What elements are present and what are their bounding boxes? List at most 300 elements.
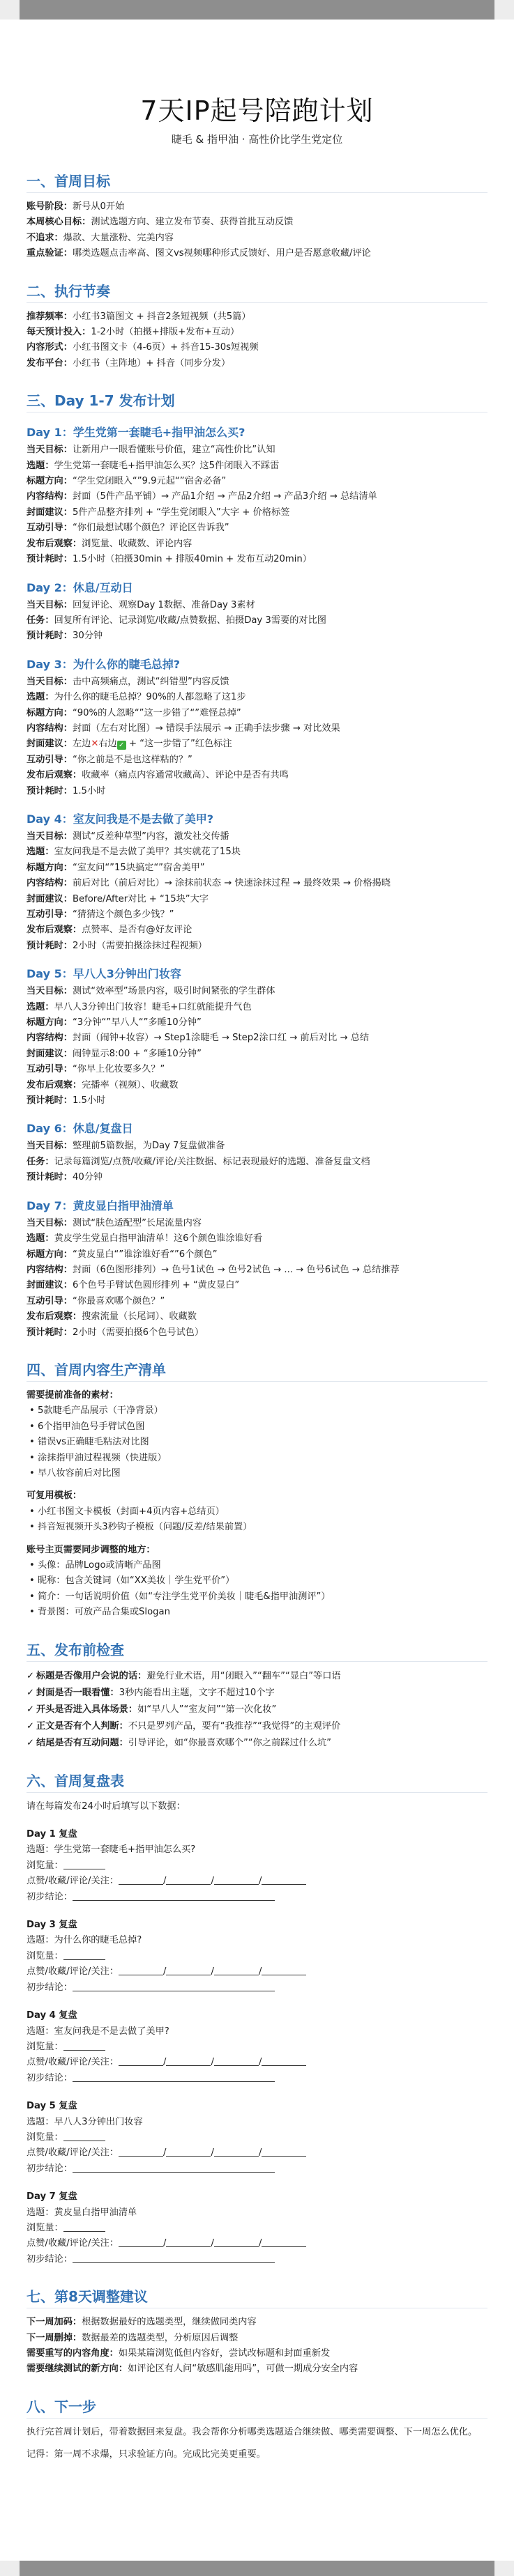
review-day: [27, 2189, 487, 2205]
row-label: 互动引导：: [27, 523, 73, 534]
info-row: [27, 520, 487, 536]
row-text: 小红书（主阵地）+ 抖音（同步分发）: [72, 357, 231, 369]
stats-blank: [214, 2056, 259, 2066]
check-icon: ✓: [27, 1687, 35, 1698]
info-row: [27, 768, 487, 783]
row-text: 30分钟: [72, 631, 103, 642]
reason-label: 初步结论：: [27, 1891, 73, 1902]
list-item: • 5款睫毛产品展示（干净背景）: [29, 1403, 487, 1419]
info-row: [27, 489, 487, 504]
row-label: 标题是否像用户会说的话：: [36, 1670, 147, 1681]
reason-row: [27, 2071, 487, 2086]
group-title: [27, 1488, 487, 1504]
row-text: 1.5小时（拍摄30min + 排版40min + 发布互动20min）: [72, 554, 312, 565]
list-item: • 错误vs正确睫毛粘法对比图: [29, 1435, 487, 1450]
row-text: 封面（左右对比图）→ 错误手法展示 → 正确手法步骤 → 对比效果: [72, 723, 340, 734]
info-row: [27, 325, 487, 340]
stats-blank: [119, 1874, 163, 1885]
row-text: 封面（5件产品平铺）→ 产品1介绍 → 产品2介绍 → 产品3介绍 → 总结清单: [72, 491, 377, 502]
info-row: [27, 861, 487, 876]
info-row: [27, 1247, 487, 1263]
info-row: [27, 674, 487, 690]
stats-sep: /: [163, 2238, 167, 2249]
info-row: [27, 1263, 487, 1278]
row-label: 标题方向：: [27, 862, 73, 873]
row-label: 当天目标：: [27, 1217, 73, 1228]
check-row: [27, 1735, 487, 1752]
row-label: 发布后观察：: [27, 925, 82, 936]
stats-sep: /: [258, 2238, 262, 2249]
row-label: 不追求：: [27, 232, 63, 243]
day-title: Day 7：黄皮显白指甲油清单: [27, 1198, 174, 1212]
check-icon: ✓: [27, 1737, 35, 1748]
reason-row: [27, 2161, 487, 2177]
reason-label: 初步结论：: [27, 1982, 73, 1993]
info-row: [27, 923, 487, 938]
row-label: 当天目标：: [27, 831, 73, 842]
stats-blank: [166, 2056, 214, 2068]
check-icon: ✓: [27, 1704, 35, 1715]
stats-sep: /: [211, 2238, 214, 2249]
info-row: [27, 721, 487, 736]
row-label: 互动引导：: [27, 1295, 73, 1306]
info-row: [27, 1015, 487, 1031]
reason-blank: [73, 2253, 275, 2263]
row-text: 1.5小时: [72, 1095, 106, 1106]
group-title-text: 账号主页需要同步调整的地方：: [27, 1544, 156, 1555]
row-label: 预计耗时：: [27, 631, 73, 642]
views-blank: [63, 2131, 105, 2141]
stats-blank: [262, 2146, 306, 2157]
info-row: [27, 474, 487, 489]
check-icon: ✓: [27, 1670, 35, 1681]
row-label: 发布后观察：: [27, 1311, 82, 1322]
row-label: 发布后观察：: [27, 1079, 82, 1090]
row-text: 浏览量、收藏数、评论内容: [82, 538, 192, 549]
row-label: 标题方向：: [27, 707, 73, 718]
list-item: • 背景图：可放产品合集或Slogan: [29, 1605, 487, 1620]
info-row: [27, 784, 487, 799]
top-bar: [0, 0, 514, 20]
info-row: [27, 442, 487, 458]
row-label: 选题：: [27, 1233, 54, 1244]
row-text: 测试选题方向、建立发布节奏、获得首批互动反馈: [91, 217, 294, 228]
row-label: 互动引导：: [27, 754, 73, 765]
row-label: 内容结构：: [27, 491, 73, 502]
info-row: [27, 690, 487, 705]
review-topic: 选题：学生党第一套睫毛+指甲油怎么买?: [27, 1844, 196, 1856]
check-row: [27, 1702, 487, 1718]
info-row: [27, 736, 487, 752]
row-text: 测试“肤色适配型”长尾流量内容: [72, 1217, 202, 1228]
info-row: [27, 907, 487, 923]
row-text: “你们最想试哪个颜色？评论区告诉我”: [72, 523, 229, 534]
info-row: [27, 1216, 487, 1231]
row-label: 预计耗时：: [27, 1327, 73, 1338]
stats-blank: [262, 2237, 306, 2247]
day-block: [27, 424, 487, 567]
info-row: [27, 939, 487, 954]
info-row: [27, 753, 487, 768]
row-text: “90%的人忽略“”这一步错了“”难怪总掉”: [72, 707, 241, 718]
info-row: [27, 1093, 487, 1109]
views-blank: [63, 1950, 105, 1960]
row-label: 任务：: [27, 1156, 54, 1167]
info-row: [27, 844, 487, 860]
review-card: [27, 2189, 487, 2267]
row-label: 互动引导：: [27, 1064, 73, 1075]
stats-sep: /: [163, 1966, 167, 1977]
review-topic: 选题：室友问我是不是去做了美甲?: [27, 2026, 169, 2037]
reason-blank: [73, 1890, 275, 1901]
review-day: [27, 2008, 487, 2023]
day-title: Day 6：休息/复盘日: [27, 1122, 133, 1136]
row-text: “你之前是不是也这样粘的？”: [72, 754, 192, 765]
section-heading: 六、首周复盘表: [27, 1770, 487, 1793]
row-label: 选题：: [27, 847, 54, 858]
info-row: [27, 1139, 487, 1154]
row-text: 引导评论，如“你最喜欢哪个”“你之前踩过什么坑”: [128, 1737, 331, 1748]
info-row: [27, 1000, 487, 1015]
check-icon: ✓: [117, 741, 126, 750]
row-label: 需要继续测试的新方向：: [27, 2363, 128, 2375]
list-item: • 小红书图文卡模板（封面+4页内容+总结页）: [29, 1504, 487, 1520]
row-text: 早八人3分钟出门妆容！睫毛+口红就能提升气色: [54, 1001, 252, 1012]
review-day-text: Day 1 复盘: [27, 1829, 77, 1840]
section-heading: 七、第8天调整建议: [27, 2285, 487, 2308]
info-row: [27, 231, 487, 246]
list-item: • 昵称：包含关键词（如“XX美妆｜学生党平价”）: [29, 1573, 487, 1589]
stats-blank: [119, 2056, 163, 2066]
row-text: 闹钟显示8:00 + “多睡10分钟”: [72, 1048, 202, 1059]
views-blank: [63, 2221, 105, 2232]
info-row: [27, 2331, 487, 2346]
views-row: [27, 2039, 487, 2055]
row-label: 预计耗时：: [27, 1172, 73, 1183]
stats-blank: [214, 1965, 259, 1975]
info-row: [27, 1231, 487, 1247]
page-subtitle: 睫毛 & 指甲油 · 高性价比学生党定位: [171, 133, 343, 146]
day-block: [27, 579, 487, 645]
row-text: 40分钟: [72, 1172, 103, 1183]
section-rhythm: [27, 309, 487, 372]
check-icon: ✓: [27, 1720, 35, 1732]
row-label: 开头是否进入具体场景：: [36, 1704, 138, 1715]
row-label: 每天预计投入：: [27, 327, 91, 338]
review-day: [27, 1918, 487, 1933]
row-label: 账号阶段：: [27, 201, 73, 212]
row-label: 本周核心目标：: [27, 217, 91, 228]
info-row: [27, 876, 487, 891]
row-text: 测试“反差种草型”内容，激发社交传播: [72, 831, 229, 842]
stats-label: 点赞/收藏/评论/关注：: [27, 2238, 119, 2249]
stats-blank: [262, 1965, 306, 1975]
row-label: 预计耗时：: [27, 554, 73, 565]
info-row: [27, 215, 487, 230]
row-label: 封面建议：: [27, 1280, 73, 1291]
views-row: [27, 1858, 487, 1874]
stats-row: [27, 2145, 487, 2161]
reason-blank: [73, 1981, 275, 1991]
section-precheck: [27, 1668, 487, 1752]
stats-blank: [119, 1965, 163, 1975]
stats-sep: /: [258, 2057, 262, 2068]
row-label: 发布平台：: [27, 357, 73, 369]
stats-sep: /: [163, 2147, 167, 2159]
day-title: Day 4：室友问我是不是去做了美甲?: [27, 812, 214, 826]
stats-row: [27, 1874, 487, 1889]
row-label: 当天目标：: [27, 986, 73, 997]
row-text: 学生党第一套睫毛+指甲油怎么买？这5件闭眼入不踩雷: [54, 460, 280, 471]
row-label: 当天目标：: [27, 445, 73, 456]
row-label: 内容结构：: [27, 1264, 73, 1275]
section-goals: [27, 199, 487, 262]
stats-blank: [166, 1965, 214, 1977]
review-day-text: Day 5 复盘: [27, 2101, 77, 2112]
row-label: 封面建议：: [27, 893, 73, 904]
row-text: 2小时（需要拍摄6个色号试色）: [72, 1327, 204, 1338]
row-text: 击中高频痛点，测试“纠错型”内容反馈: [72, 676, 229, 687]
row-text: 根据数据最好的选题类型，继续做同类内容: [82, 2317, 257, 2328]
stats-sep: /: [211, 1876, 214, 1887]
row-text: 回复评论、观察Day 1数据、准备Day 3素材: [72, 599, 255, 610]
row-label: 下一周删掉：: [27, 2332, 82, 2343]
day-block: [27, 810, 487, 954]
row-label: 发布后观察：: [27, 770, 82, 781]
info-row: [27, 1078, 487, 1093]
section-heading: 五、发布前检查: [27, 1639, 487, 1662]
stats-label: 点赞/收藏/评论/关注：: [27, 1876, 119, 1887]
reason-label: 初步结论：: [27, 2163, 73, 2174]
info-row: [27, 2361, 487, 2377]
review-intro: 请在每篇发布24小时后填写以下数据：: [27, 1800, 186, 1812]
info-row: [27, 1325, 487, 1341]
reason-row: [27, 2252, 487, 2267]
row-text: 记录每篇浏览/点赞/收藏/评论/关注数据、标记表现最好的选题、准备复盘文档: [54, 1156, 370, 1167]
section-checklist: [27, 1388, 487, 1621]
info-row: [27, 2315, 487, 2330]
row-label: 互动引导：: [27, 909, 73, 920]
row-label: 预计耗时：: [27, 785, 73, 796]
row-label: 下一周加码：: [27, 2317, 82, 2328]
row-text: 点赞率、是否有@好友评论: [82, 925, 192, 936]
section-review: [27, 1827, 487, 2267]
stats-blank: [262, 2056, 306, 2066]
info-row: [27, 1309, 487, 1325]
section-heading: 八、下一步: [27, 2396, 487, 2419]
row-label: 内容形式：: [27, 342, 73, 353]
review-topic: 选题：黄皮显白指甲油清单: [27, 2207, 137, 2218]
row-text: 1-2小时（拍摄+排版+发布+互动）: [91, 327, 240, 338]
stats-blank: [119, 2146, 163, 2157]
list-item: • 早八妆容前后对比图: [29, 1466, 487, 1481]
row-text: “3分钟“”早八人“”多睡10分钟”: [72, 1017, 202, 1028]
list-item: • 涂抹指甲油过程视频（快进版）: [29, 1451, 487, 1466]
row-text: 完播率（视频）、收藏数: [82, 1079, 179, 1090]
section-plan: [27, 424, 487, 1341]
review-day: [27, 1827, 487, 1842]
row-text: “室友问“”15块搞定“”宿舍美甲”: [72, 862, 205, 873]
info-row: [27, 537, 487, 552]
reason-blank: [73, 2072, 275, 2082]
row-text: “你早上化妆要多久？”: [72, 1064, 165, 1075]
row-text: 不只是罗列产品，要有“我推荐”“我觉得”的主观评价: [128, 1720, 341, 1732]
info-row: [27, 829, 487, 844]
row-label: 内容结构：: [27, 1033, 73, 1044]
row-text: 左边: [72, 739, 91, 750]
row-label: 封面建议：: [27, 739, 73, 750]
row-label: 标题方向：: [27, 1249, 73, 1260]
group-title-text: 可复用模板：: [27, 1490, 82, 1502]
review-topic: 选题：为什么你的睫毛总掉?: [27, 1935, 142, 1946]
review-day: [27, 2099, 487, 2114]
row-text: 6个色号手臂试色圆形排列 + “黄皮显白”: [72, 1280, 240, 1291]
row-label: 任务：: [27, 615, 54, 626]
review-card: [27, 2008, 487, 2086]
spacer: [27, 1536, 487, 1543]
check-row: [27, 1668, 487, 1685]
info-row: [27, 613, 487, 628]
row-text: 5件产品整齐排列 + “学生党闭眼入”大字 + 价格标签: [72, 507, 290, 518]
row-text: 回复所有评论、记录浏览/收藏/点赞数据、拍摄Day 3需要的对比图: [54, 615, 326, 626]
info-row: [27, 2346, 487, 2361]
stats-label: 点赞/收藏/评论/关注：: [27, 2147, 119, 2159]
info-row: [27, 199, 487, 215]
info-row: [27, 598, 487, 613]
views-label: 浏览量：: [27, 1860, 63, 1871]
row-text: 为什么你的睫毛总掉？90%的人都忽略了这1步: [54, 692, 246, 703]
row-label: 选题：: [27, 460, 54, 471]
stats-sep: /: [258, 1876, 262, 1887]
row-text: 让新用户一眼看懂账号价值，建立“高性价比”认知: [72, 445, 275, 456]
info-row: [27, 246, 487, 261]
list-item: • 6个指甲油色号手臂试色图: [29, 1419, 487, 1435]
row-text: 3秒内能看出主题，文字不超过10个字: [119, 1687, 275, 1698]
row-label: 结尾是否有互动问题：: [36, 1737, 128, 1748]
reason-label: 初步结论：: [27, 2072, 73, 2083]
info-row: [27, 340, 487, 355]
day-title: Day 1：学生党第一套睫毛+指甲油怎么买?: [27, 426, 245, 440]
day-title: Day 3：为什么你的睫毛总掉?: [27, 657, 181, 671]
review-day-text: Day 3 复盘: [27, 1920, 77, 1931]
row-text: 2小时（需要拍摄涂抹过程视频）: [72, 940, 207, 951]
spacer: [27, 1481, 487, 1488]
document: [0, 20, 514, 2463]
stats-blank: [119, 2237, 163, 2247]
reason-blank: [73, 2162, 275, 2173]
row-text: 数据最差的选题类型，分析原因后调整: [82, 2332, 239, 2343]
row-text: 黄皮学生党显白指甲油清单！这6个颜色谁涂谁好看: [54, 1233, 263, 1244]
info-row: [27, 458, 487, 474]
row-text: 封面（6色图形排列）→ 色号1试色 → 色号2试色 → ... → 色号6试色 → 总结推荐: [72, 1264, 400, 1275]
row-label: 当天目标：: [27, 676, 73, 687]
section-heading: 三、Day 1-7 发布计划: [27, 390, 487, 412]
review-card: [27, 1918, 487, 1996]
list-item: • 头像：品牌Logo或清晰产品图: [29, 1558, 487, 1573]
day-block: [27, 965, 487, 1109]
row-text-extra: 右边: [98, 739, 117, 750]
group-title-text: 需要提前准备的素材：: [27, 1389, 119, 1401]
info-row: [27, 1062, 487, 1077]
row-text: “学生党闭眼入“”9.9元起“”宿舍必备”: [72, 476, 227, 487]
section-heading: 一、首周目标: [27, 170, 487, 193]
row-label: 当天目标：: [27, 599, 73, 610]
info-row: [27, 984, 487, 999]
reason-label: 初步结论：: [27, 2253, 73, 2265]
closing-note: 记得：第一周不求爆，只求验证方向。完成比完美更重要。: [27, 2449, 266, 2460]
views-row: [27, 2130, 487, 2145]
row-text: “你最喜欢哪个颜色？”: [72, 1295, 165, 1306]
row-text: 避免行业术语，用“闭眼入”“翻车”“显白”等口语: [146, 1670, 341, 1681]
check-row: [27, 1685, 487, 1702]
views-label: 浏览量：: [27, 2222, 63, 2233]
group-title: [27, 1388, 487, 1403]
row-label: 选题：: [27, 692, 54, 703]
info-row: [27, 1170, 487, 1185]
day-title: Day 5：早八人3分钟出门妆容: [27, 967, 181, 981]
row-text: 前后对比（前后对比）→ 涂抹前状态 → 快速涂抹过程 → 最终效果 → 价格揭晓: [72, 878, 391, 889]
row-text: 测试“效率型”场景内容，吸引时间紧张的学生群体: [72, 986, 275, 997]
row-label: 内容结构：: [27, 878, 73, 889]
views-row: [27, 1949, 487, 1964]
check-row: [27, 1718, 487, 1735]
day-block: [27, 1197, 487, 1341]
day-block: [27, 1120, 487, 1185]
review-day-text: Day 4 复盘: [27, 2010, 77, 2021]
row-text-extra2: + “这一步错了”红色标注: [126, 739, 232, 750]
views-blank: [63, 1859, 105, 1869]
row-label: 标题方向：: [27, 1017, 73, 1028]
views-label: 浏览量：: [27, 1950, 63, 1961]
row-label: 当天目标：: [27, 1141, 73, 1152]
group-title: [27, 1543, 487, 1558]
page-title: 7天IP起号陪跑计划: [140, 95, 374, 126]
review-card: [27, 1827, 487, 1905]
row-label: 封面是否一眼看懂：: [36, 1687, 119, 1698]
row-text: “猜猜这个颜色多少钱？”: [72, 909, 174, 920]
list-item: • 抖音短视频开头3秒钩子模板（问题/反差/结果前置）: [29, 1520, 487, 1535]
stats-sep: /: [258, 2147, 262, 2159]
row-label: 需要重写的内容角度：: [27, 2348, 119, 2359]
info-row: [27, 1047, 487, 1062]
row-label: 选题：: [27, 1001, 54, 1012]
bottom-bar: [0, 2561, 514, 2576]
info-row: [27, 706, 487, 721]
stats-blank: [166, 1874, 214, 1887]
stats-row: [27, 1964, 487, 1980]
row-text: Before/After对比 + “15块”大字: [72, 893, 209, 904]
row-text: 搜索流量（长尾词）、收藏数: [82, 1311, 197, 1322]
row-text: 如“早八人”“室友问”“第一次化妆”: [137, 1704, 277, 1715]
row-label: 正文是否有个人判断：: [36, 1720, 128, 1732]
stats-blank: [166, 2146, 214, 2159]
row-text: 整理前5篇数据，为Day 7复盘做准备: [72, 1141, 225, 1152]
row-label: 发布后观察：: [27, 538, 82, 549]
reason-row: [27, 1980, 487, 1996]
section-heading: 四、首周内容生产清单: [27, 1359, 487, 1382]
row-text: 如果某篇浏览低但内容好，尝试改标题和封面重新发: [118, 2348, 331, 2359]
row-label: 封面建议：: [27, 1048, 73, 1059]
review-card: [27, 2099, 487, 2177]
row-text: 如评论区有人问“敏感肌能用吗”，可做一期成分安全内容: [128, 2363, 358, 2375]
row-label: 预计耗时：: [27, 940, 73, 951]
row-text: 小红书3篇图文 + 抖音2条短视频（共5篇）: [72, 311, 251, 322]
section-heading: 二、执行节奏: [27, 280, 487, 303]
row-text: “黄皮显白“”谁涂谁好看“”6个颜色”: [72, 1249, 218, 1260]
stats-blank: [214, 2237, 259, 2247]
reason-row: [27, 1890, 487, 1905]
stats-sep: /: [163, 2057, 167, 2068]
